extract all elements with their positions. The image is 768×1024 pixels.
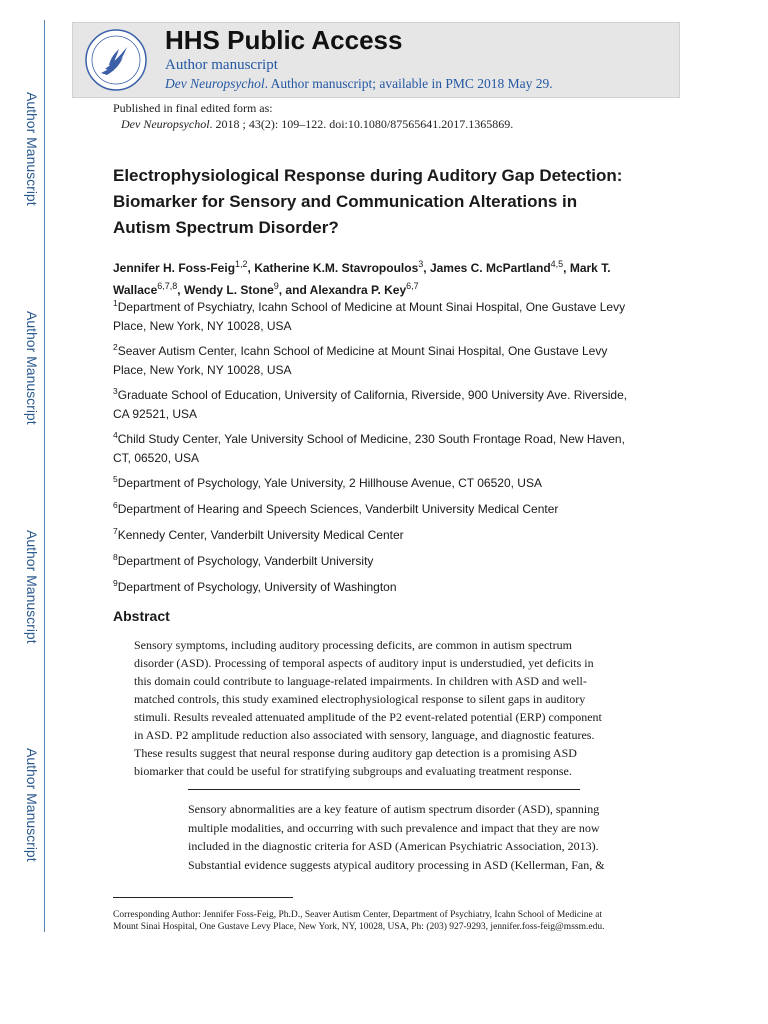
abstract-line: this domain could contribute to language-related impairments. In children with ASD and well-	[134, 674, 587, 688]
author-affiliation: 1,2	[235, 259, 248, 269]
affiliation-item	[113, 294, 673, 336]
body-line: Sensory abnormalities are a key feature of autism spectrum disorder (ASD), spanning	[188, 802, 600, 816]
author-name: Wendy L. Stone	[183, 283, 274, 297]
affiliation-text: CA 92521, USA	[113, 407, 198, 421]
affiliation-item	[113, 496, 673, 519]
abstract-line: biomarker that could be useful for stratifying subgroups and evaluating treatment response.	[134, 764, 572, 778]
title-line: Biomarker for Sensory and Communication Alterations in	[113, 192, 578, 211]
author-affiliation: 4,5	[550, 259, 564, 269]
body-line: multiple modalities, and occurring with such prevalence and impact that they are now	[188, 820, 600, 835]
journal-name: Dev Neuropsychol	[165, 76, 265, 91]
footnote-divider	[113, 897, 293, 898]
affiliation-number: 4	[113, 430, 118, 440]
abstract-line: in ASD. P2 amplitude reduction also associated with sensory, language, and diagnostic features.	[134, 728, 595, 742]
author-affiliation: 6,7	[406, 281, 419, 291]
affiliation-number: 6	[113, 500, 118, 510]
affiliation-item	[113, 338, 673, 380]
author-name: Jennifer H. Foss-Feig	[113, 261, 236, 275]
affiliation-number: 8	[113, 552, 118, 562]
body-line: included in the diagnostic criteria for ASD (American Psychiatric Association, 2013).	[188, 839, 599, 853]
affiliation-number: 2	[113, 342, 118, 352]
author-separator: ,	[247, 261, 255, 275]
published-citation	[121, 117, 513, 132]
affiliation-item	[113, 522, 673, 545]
affiliation-item	[113, 470, 673, 493]
margin-label-2: Author Manuscript	[24, 311, 40, 425]
author-name: Mark T. Wallace	[113, 261, 611, 297]
author-separator: ,	[563, 261, 570, 275]
abstract-line: stimuli. Results revealed attenuated amplitude of the P2 event-related potential (ERP) component	[134, 710, 602, 724]
author-separator: ,	[423, 261, 430, 275]
affiliation-number: 1	[113, 298, 118, 308]
author-affiliation: 6,7,8	[157, 281, 178, 291]
affiliation-text: Department of Psychology, Vanderbilt University	[117, 554, 374, 568]
availability-text: . Author manuscript; available in PMC 2018 May 29.	[264, 76, 553, 91]
affiliation-number: 9	[113, 578, 118, 588]
affiliation-text: Department of Psychiatry, Icahn School of Medicine at Mount Sinai Hospital, One Gustave Levy	[117, 300, 626, 314]
affiliation-text: Graduate School of Education, University of California, Riverside, 900 University Ave. Riverside,	[117, 388, 628, 402]
affiliation-item	[113, 548, 673, 571]
hhs-seal-icon	[83, 27, 149, 93]
margin-rule	[44, 20, 45, 932]
author-separator: , and	[278, 283, 310, 297]
abstract-body	[134, 636, 654, 780]
abstract-line: disorder (ASD). Processing of temporal aspects of auditory input is understudied, yet deficits in	[134, 656, 594, 670]
affiliation-number: 5	[113, 474, 118, 484]
hhs-header	[72, 22, 680, 98]
availability-line	[165, 76, 553, 92]
affiliation-text: Seaver Autism Center, Icahn School of Medicine at Mount Sinai Hospital, One Gustave Levy	[117, 344, 608, 358]
affiliation-item	[113, 426, 673, 468]
affiliation-text: Place, New York, NY 10028, USA	[113, 319, 292, 333]
affiliation-text: CT, 06520, USA	[113, 451, 200, 465]
article-title	[113, 163, 673, 241]
title-line: Electrophysiological Response during Auditory Gap Detection:	[113, 166, 623, 185]
published-journal: Dev Neuropsychol	[121, 117, 210, 131]
hhs-title: HHS Public Access	[165, 25, 403, 55]
affiliation-text: Department of Psychology, University of Washington	[117, 580, 397, 594]
author-name: James C. McPartland	[429, 261, 551, 275]
margin-label-1: Author Manuscript	[24, 92, 40, 206]
body-line: Substantial evidence suggests atypical auditory processing in ASD (Kellerman, Fan, &	[188, 857, 605, 872]
affiliation-number: 7	[113, 526, 118, 536]
abstract-line: These results suggest that neural response during auditory gap detection is a promising ASD	[134, 746, 577, 760]
author-affiliation: 9	[273, 281, 279, 291]
corresponding-author-footnote	[113, 909, 673, 933]
author-manuscript-label: Author manuscript	[165, 57, 278, 73]
author-list	[113, 255, 673, 299]
footnote-line: Mount Sinai Hospital, One Gustave Levy Place, New York, NY, 10028, USA, Ph: (203) 927-9293, jennifer.foss-feig@mssm.edu.	[113, 922, 605, 932]
affiliation-item	[113, 574, 673, 597]
affiliation-text: Child Study Center, Yale University School of Medicine, 230 South Frontage Road, New Haven,	[117, 432, 625, 446]
body-text	[188, 800, 648, 874]
abstract-line: matched controls, this study examined electrophysiological response to silent gaps in auditory	[134, 692, 586, 706]
footnote-line: Corresponding Author: Jennifer Foss-Feig, Ph.D., Seaver Autism Center, Department of Psychiatry, Icahn School of Medicine at	[113, 910, 602, 920]
margin-label-4: Author Manuscript	[24, 748, 40, 862]
affiliation-text: Department of Psychology, Yale University, 2 Hillhouse Avenue, CT 06520, USA	[117, 476, 542, 490]
affiliation-text: Kennedy Center, Vanderbilt University Medical Center	[117, 528, 404, 542]
abstract-line: Sensory symptoms, including auditory processing deficits, are common in autism spectrum	[134, 638, 572, 652]
affiliation-number: 3	[113, 386, 118, 396]
margin-label-3: Author Manuscript	[24, 530, 40, 644]
author-name: Katherine K.M. Stavropoulos	[254, 261, 419, 275]
affiliation-text: Place, New York, NY 10028, USA	[113, 363, 292, 377]
affiliation-item	[113, 382, 673, 424]
published-label: Published in final edited form as:	[113, 101, 273, 115]
title-line: Autism Spectrum Disorder?	[113, 218, 339, 237]
published-details: . 2018 ; 43(2): 109–122. doi:10.1080/87565641.2017.1365869.	[209, 117, 514, 131]
abstract-heading: Abstract	[113, 608, 170, 624]
author-affiliation: 3	[418, 259, 424, 269]
affiliation-text: Department of Hearing and Speech Sciences, Vanderbilt University Medical Center	[117, 502, 559, 516]
author-separator: ,	[177, 283, 184, 297]
author-name: Alexandra P. Key	[309, 283, 407, 297]
abstract-divider	[188, 789, 580, 790]
